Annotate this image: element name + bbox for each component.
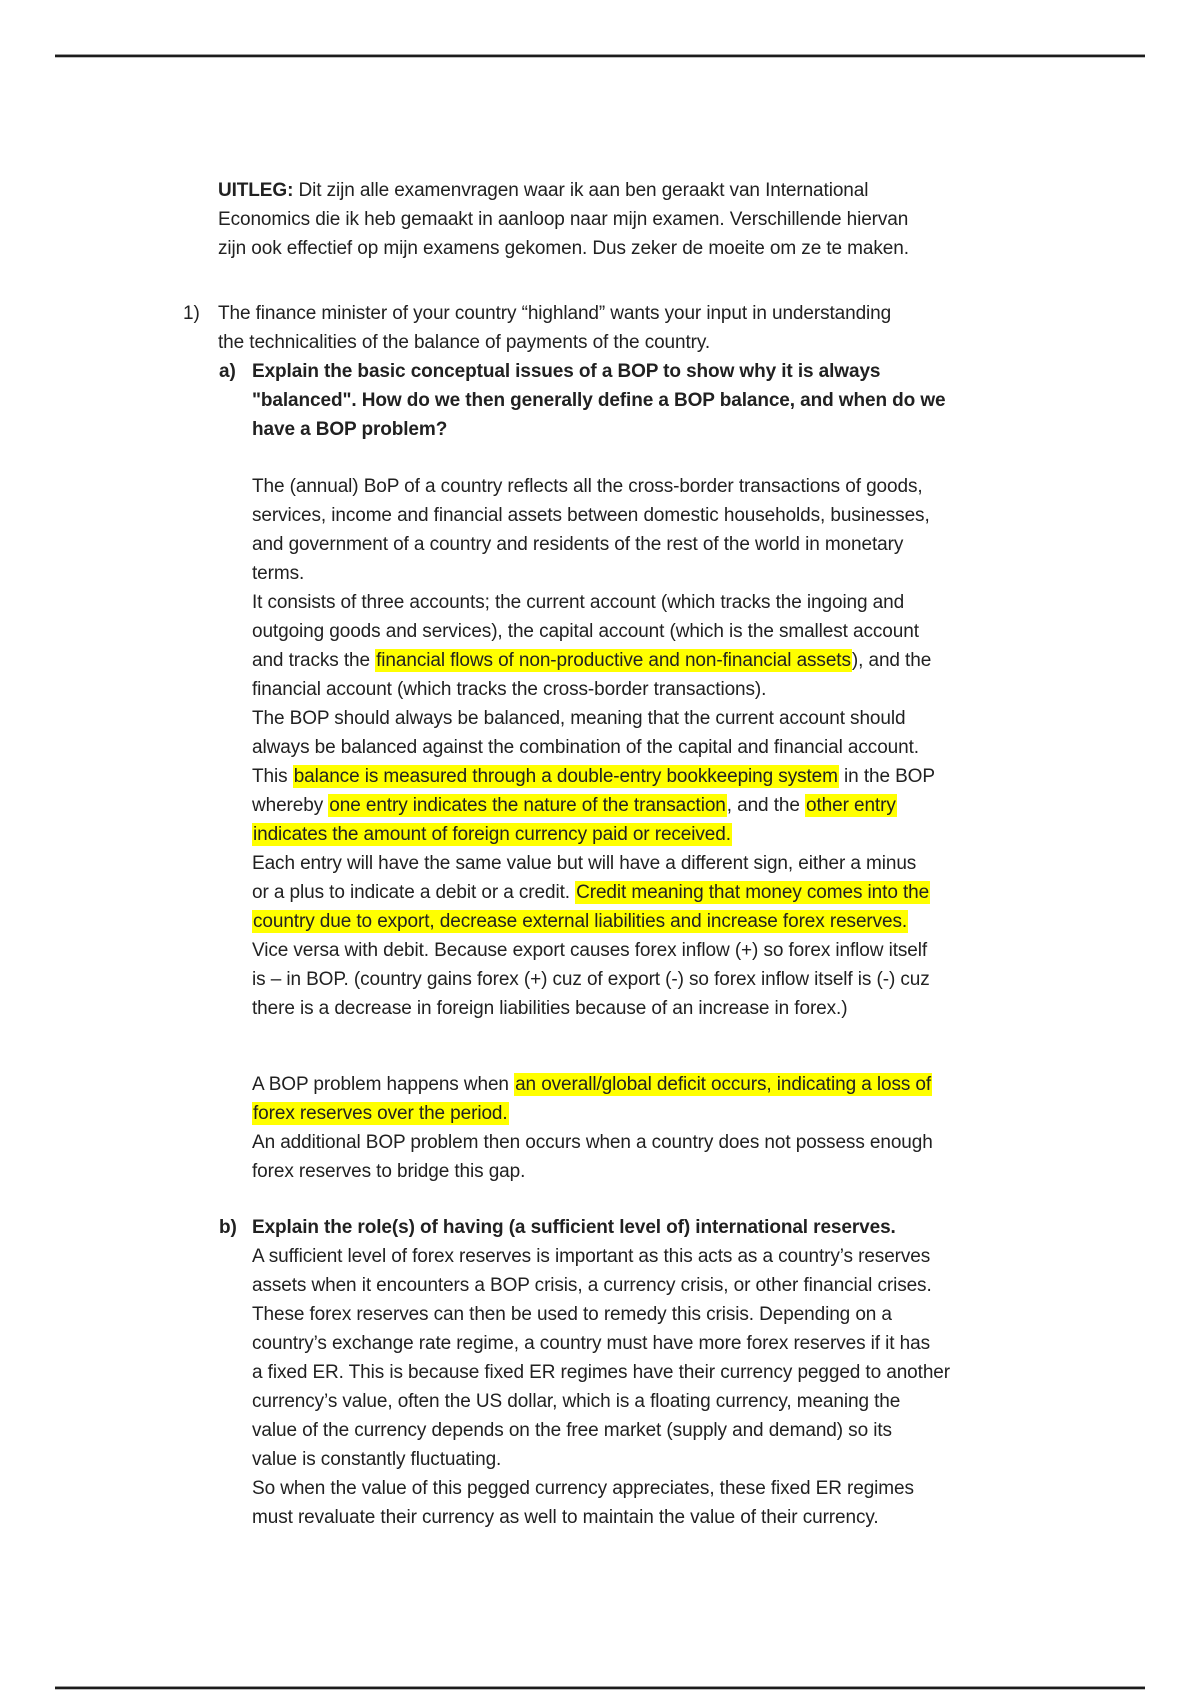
- text-line: [0, 646, 1200, 675]
- text-line: [0, 1070, 1200, 1099]
- text-line: [0, 994, 1200, 1023]
- text-block: [0, 176, 1200, 263]
- highlighted-text: indicates the amount of foreign currency paid or received.: [253, 824, 731, 845]
- text-segment: Each entry will have the same value but will have a different sign, either a minus: [252, 853, 917, 874]
- text-line: [0, 849, 1200, 878]
- text-segment: terms.: [252, 563, 305, 584]
- text-segment: It consists of three accounts; the current account (which tracks the ingoing and: [252, 592, 905, 613]
- text-line: [0, 1242, 1200, 1271]
- text-line: [0, 791, 1200, 820]
- text-line: [0, 501, 1200, 530]
- text-block: [0, 1213, 1200, 1532]
- text-line: [0, 1416, 1200, 1445]
- document-content: [0, 176, 1200, 1532]
- text-line: [0, 675, 1200, 704]
- text-line: [0, 1503, 1200, 1532]
- text-line: [0, 907, 1200, 936]
- highlighted-text: Credit meaning that money comes into the: [576, 882, 930, 903]
- text-line: [0, 1300, 1200, 1329]
- text-block: [0, 299, 1200, 444]
- text-line: [0, 1099, 1200, 1128]
- list-marker: b): [219, 1217, 237, 1238]
- text-segment: An additional BOP problem then occurs when a country does not possess enough: [252, 1132, 933, 1153]
- text-line: [0, 878, 1200, 907]
- highlighted-text: financial flows of non-productive and non-financial assets: [376, 650, 851, 671]
- text-segment: in the BOP: [838, 766, 935, 787]
- text-segment: currency’s value, often the US dollar, which is a floating currency, meaning the: [252, 1391, 901, 1412]
- text-segment: a fixed ER. This is because fixed ER regimes have their currency pegged to another: [252, 1362, 950, 1383]
- highlighted-text: balance is measured through a double-entry bookkeeping system: [293, 766, 838, 787]
- text-block: [0, 1070, 1200, 1186]
- text-line: [0, 820, 1200, 849]
- text-line: [0, 205, 1200, 234]
- text-line: [0, 386, 1200, 415]
- text-line: [0, 1157, 1200, 1186]
- highlighted-text: forex reserves over the period.: [253, 1103, 508, 1124]
- text-line: [0, 936, 1200, 965]
- text-segment: Dit zijn alle examenvragen waar ik aan ben geraakt van International: [293, 180, 869, 201]
- text-segment: zijn ook effectief op mijn examens gekomen. Dus zeker de moeite om ze te maken.: [218, 238, 909, 259]
- text-segment: ), and the: [851, 650, 932, 671]
- text-line: [0, 530, 1200, 559]
- text-segment: and government of a country and residents of the rest of the world in monetary: [252, 534, 904, 555]
- text-segment: financial account (which tracks the cross-border transactions).: [252, 679, 767, 700]
- text-line: [0, 559, 1200, 588]
- text-segment: The BOP should always be balanced, meaning that the current account should: [252, 708, 906, 729]
- text-segment: Vice versa with debit. Because export causes forex inflow (+) so forex inflow itself: [252, 940, 928, 961]
- text-segment: The finance minister of your country “highland” wants your input in understanding: [218, 303, 892, 324]
- text-segment: and tracks the: [252, 650, 376, 671]
- text-segment: The (annual) BoP of a country reflects all the cross-border transactions of goods,: [252, 476, 923, 497]
- list-marker: a): [219, 361, 236, 382]
- highlighted-text: an overall/global deficit occurs, indicating a loss of: [515, 1074, 932, 1095]
- top-rule-divider: [55, 54, 1145, 58]
- text-line: [0, 176, 1200, 205]
- text-segment: Explain the role(s) of having (a sufficient level of) international reserves.: [252, 1217, 896, 1238]
- text-line: [0, 1329, 1200, 1358]
- highlighted-text: country due to export, decrease external liabilities and increase forex reserves.: [253, 911, 908, 932]
- text-segment: there is a decrease in foreign liabilities because of an increase in forex.): [252, 998, 848, 1019]
- text-segment: This: [252, 766, 293, 787]
- text-segment: is – in BOP. (country gains forex (+) cuz of export (-) so forex inflow itself is (-) cuz: [252, 969, 930, 990]
- list-marker: 1): [183, 303, 200, 324]
- text-segment: "balanced". How do we then generally define a BOP balance, and when do we: [252, 390, 946, 411]
- text-line: [0, 415, 1200, 444]
- text-segment: always be balanced against the combination of the capital and financial account.: [252, 737, 919, 758]
- highlighted-text: other entry: [806, 795, 896, 816]
- text-segment: These forex reserves can then be used to remedy this crisis. Depending on a: [252, 1304, 892, 1325]
- text-line: [0, 617, 1200, 646]
- text-block: [0, 472, 1200, 1023]
- text-line: [0, 1128, 1200, 1157]
- bottom-rule-divider: [55, 1686, 1145, 1690]
- text-segment: assets when it encounters a BOP crisis, a currency crisis, or other financial crises.: [252, 1275, 932, 1296]
- text-line: [0, 1474, 1200, 1503]
- text-segment: have a BOP problem?: [252, 419, 448, 440]
- text-segment: whereby: [252, 795, 329, 816]
- text-line: [0, 733, 1200, 762]
- text-line: [0, 965, 1200, 994]
- text-line: [0, 1271, 1200, 1300]
- text-segment: A BOP problem happens when: [252, 1074, 515, 1095]
- text-line: [0, 357, 1200, 386]
- text-segment: must revaluate their currency as well to maintain the value of their currency.: [252, 1507, 879, 1528]
- text-segment: services, income and financial assets between domestic households, businesses,: [252, 505, 930, 526]
- text-line: [0, 762, 1200, 791]
- text-line: [0, 328, 1200, 357]
- text-line: [0, 704, 1200, 733]
- text-segment: outgoing goods and services), the capital account (which is the smallest account: [252, 621, 919, 642]
- text-line: [0, 472, 1200, 501]
- text-segment: or a plus to indicate a debit or a credit.: [252, 882, 576, 903]
- text-segment: So when the value of this pegged currency appreciates, these fixed ER regimes: [252, 1478, 914, 1499]
- text-line: [0, 234, 1200, 263]
- text-line: [0, 1387, 1200, 1416]
- highlighted-text: one entry indicates the nature of the transaction: [329, 795, 726, 816]
- text-line: [0, 588, 1200, 617]
- text-segment: Explain the basic conceptual issues of a BOP to show why it is always: [252, 361, 881, 382]
- text-segment: the technicalities of the balance of payments of the country.: [218, 332, 711, 353]
- text-segment: A sufficient level of forex reserves is important as this acts as a country’s reserves: [252, 1246, 931, 1267]
- text-segment: forex reserves to bridge this gap.: [252, 1161, 526, 1182]
- text-segment: , and the: [726, 795, 805, 816]
- text-segment: value is constantly fluctuating.: [252, 1449, 502, 1470]
- text-segment: UITLEG:: [218, 180, 294, 201]
- text-line: [0, 1358, 1200, 1387]
- text-line: [0, 299, 1200, 328]
- text-segment: country’s exchange rate regime, a country must have more forex reserves if it has: [252, 1333, 930, 1354]
- text-line: [0, 1445, 1200, 1474]
- text-segment: Economics die ik heb gemaakt in aanloop naar mijn examen. Verschillende hiervan: [218, 209, 909, 230]
- text-line: [0, 1213, 1200, 1242]
- text-segment: value of the currency depends on the free market (supply and demand) so its: [252, 1420, 892, 1441]
